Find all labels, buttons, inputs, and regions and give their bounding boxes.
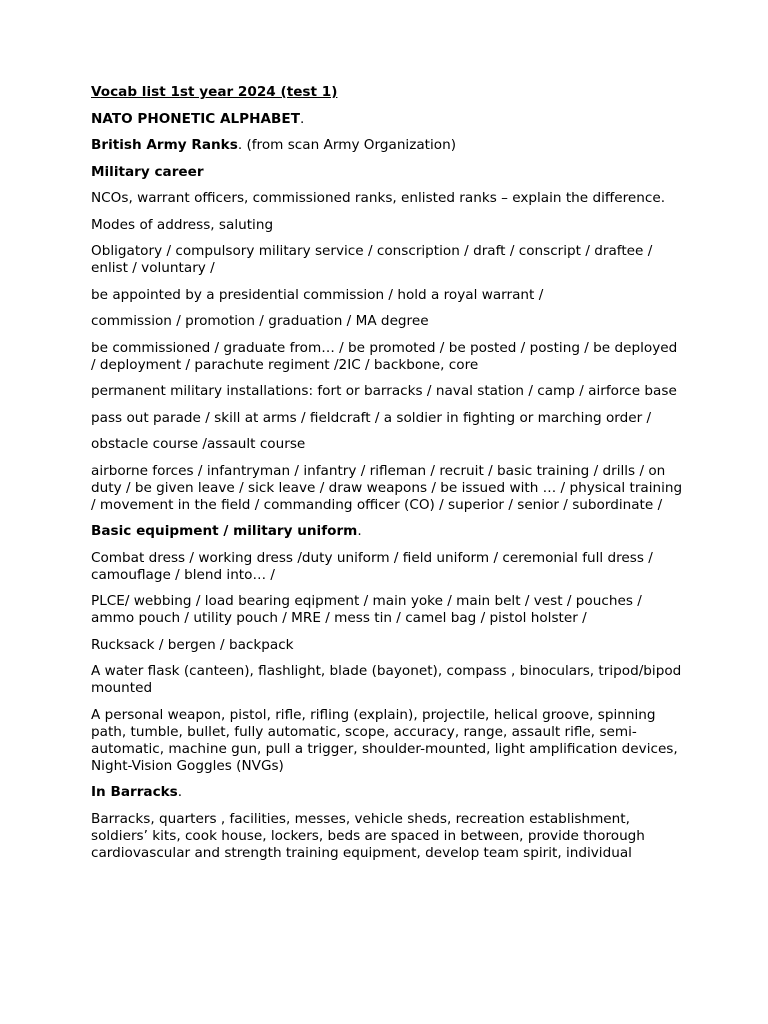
paragraph-flask: A water flask (canteen), flashlight, blade (bayonet), compass , binoculars, tripod/bipod mounted (91, 663, 682, 696)
paragraph-installations: permanent military installations: fort or barracks / naval station / camp / airforce base (91, 383, 677, 399)
paragraph-weapon: A personal weapon, pistol, rifle, rifling (explain), projectile, helical groove, spinning path, tumble, bullet, fully automatic, scope, accuracy, range, assault rifle, semi-automatic, machine gun, pull a trigger, shoulder-mounted, light amplification devices, Night-Vision Goggles (NVGs) (91, 706, 678, 774)
ranks-suffix: . (from scan Army Organization) (237, 137, 457, 153)
paragraph-obligatory: Obligatory / compulsory military service / conscription / draft / conscript / draftee / enlist / voluntary / (91, 243, 653, 276)
paragraph-ncos: NCOs, warrant officers, commissioned ranks, enlisted ranks – explain the difference. (91, 190, 666, 206)
nato-heading: NATO PHONETIC ALPHABET (91, 110, 300, 127)
paragraph-pass-out: pass out parade / skill at arms / fieldcraft / a soldier in fighting or marching order / (91, 409, 652, 426)
barracks-section (91, 784, 683, 801)
document-page (91, 84, 683, 871)
paragraph-barracks: Barracks, quarters , facilities, messes, vehicle sheds, recreation establishment, soldiers’ kits, cook house, lockers, beds are spaced in between, provide thorough cardiovascular and strength training equipment, develop team spirit, individual (91, 810, 645, 861)
equipment-heading: Basic equipment / military uniform (91, 523, 358, 539)
equipment-section (91, 523, 683, 540)
ranks-section (91, 137, 683, 154)
document-title: Vocab list 1st year 2024 (test 1) (91, 84, 338, 100)
paragraph-plce: PLCE/ webbing / load bearing eqipment / main yoke / main belt / vest / pouches / ammo pouch / utility pouch / MRE / mess tin / camel bag / pistol holster / (91, 593, 642, 626)
paragraph-appointed: be appointed by a presidential commission / hold a royal warrant / (91, 286, 544, 303)
paragraph-airborne: airborne forces / infantryman / infantry / rifleman / recruit / basic training / drills / on duty / be given leave / sick leave / draw weapons / be issued with … / physical training / movement in the field / commanding officer (CO) / superior / senior / subordinate / (91, 462, 683, 513)
nato-section (91, 111, 683, 128)
barracks-suffix: . (177, 784, 183, 800)
paragraph-combat: Combat dress / working dress /duty uniform / field uniform / ceremonial full dress / camouflage / blend into… / (91, 549, 653, 583)
nato-suffix: . (299, 110, 305, 127)
ranks-heading: British Army Ranks (91, 137, 238, 153)
paragraph-modes: Modes of address, saluting (91, 216, 274, 233)
paragraph-rucksack: Rucksack / bergen / backpack (91, 636, 294, 653)
document-title-line (91, 84, 683, 101)
paragraph-commission: commission / promotion / graduation / MA degree (91, 313, 429, 329)
equipment-suffix: . (357, 523, 362, 539)
paragraph-obstacle: obstacle course /assault course (91, 436, 306, 452)
paragraph-commissioned: be commissioned / graduate from… / be promoted / be posted / posting / be deployed / deployment / parachute regiment /2IC / backbone, core (91, 339, 678, 373)
barracks-heading: In Barracks (91, 784, 178, 800)
career-heading: Military career (91, 163, 204, 180)
